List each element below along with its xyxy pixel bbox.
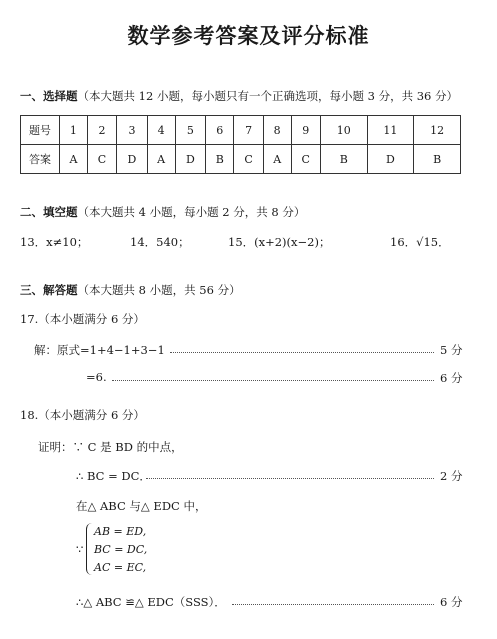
section-3-note: （本大题共 8 小题，共 56 分） <box>77 283 241 297</box>
answer-cell: C <box>291 145 320 174</box>
q17-step-2: =6. <box>86 370 107 384</box>
q18-proof-intro: 证明：∵ C 是 BD 的中点， <box>38 440 183 454</box>
q18-conclusion: ∴△ ABC ≌△ EDC（SSS）． <box>76 595 226 609</box>
question-number: 5 <box>175 116 206 145</box>
answer-cell: B <box>320 145 367 174</box>
question-number: 8 <box>263 116 291 145</box>
leader-dots <box>232 604 434 605</box>
system-eq-2: BC = DC, <box>94 543 148 556</box>
answer-cell: A <box>60 145 88 174</box>
answer-cell: A <box>147 145 175 174</box>
fill-answer-15: 15．(x+2)(x−2)； <box>228 235 331 249</box>
q18-step-2: 在△ ABC 与△ EDC 中， <box>76 499 207 513</box>
section-1-note: （本大题共 12 小题，每小题只有一个正确选项，每小题 3 分，共 36 分） <box>77 89 459 103</box>
question-number: 2 <box>87 116 116 145</box>
because-symbol: ∵ <box>76 542 84 556</box>
answer-cell: C <box>87 145 116 174</box>
answer-cell: B <box>414 145 461 174</box>
question-number: 6 <box>206 116 234 145</box>
answer-cell: D <box>175 145 206 174</box>
row-label-number: 题号 <box>21 116 60 145</box>
question-number: 9 <box>291 116 320 145</box>
answer-cell: C <box>234 145 263 174</box>
q17-score-1: 5 分 <box>440 343 463 357</box>
section-2-note: （本大题共 4 小题，每小题 2 分，共 8 分） <box>77 205 306 219</box>
question-number: 7 <box>234 116 263 145</box>
fill-answer-14: 14．540； <box>130 235 190 249</box>
row-label-answer: 答案 <box>21 145 60 174</box>
answer-cell: D <box>117 145 148 174</box>
section-2-heading <box>20 204 305 220</box>
system-eq-1: AB = ED, <box>94 525 147 538</box>
question-number: 3 <box>117 116 148 145</box>
answer-cell: B <box>206 145 234 174</box>
question-number: 10 <box>320 116 367 145</box>
q18-step-1: ∴ BC = DC． <box>76 469 151 483</box>
q17-header: 17.（本小题满分 6 分） <box>20 312 145 326</box>
section-3-heading <box>20 282 241 298</box>
number-row <box>21 116 461 145</box>
answer-row <box>21 145 461 174</box>
q17-score-2: 6 分 <box>440 371 463 385</box>
leader-dots <box>112 380 434 381</box>
q18-score-1: 2 分 <box>440 469 463 483</box>
fill-answer-13: 13．x≠10； <box>20 235 89 249</box>
section-2-title: 二、填空题 <box>20 205 78 219</box>
question-number: 11 <box>367 116 414 145</box>
section-3-title: 三、解答题 <box>20 283 78 297</box>
q18-header: 18.（本小题满分 6 分） <box>20 408 145 422</box>
page-title: 数学参考答案及评分标准 <box>127 23 370 48</box>
answer-cell: D <box>367 145 414 174</box>
fill-answer-16: 16．√15． <box>390 235 450 249</box>
leader-dots <box>146 478 434 479</box>
question-number: 12 <box>414 116 461 145</box>
q17-step-1: 解：原式=1+4−1+3−1 <box>34 343 165 357</box>
system-eq-3: AC = EC, <box>94 561 147 574</box>
section-1-title: 一、选择题 <box>20 89 78 103</box>
leader-dots <box>170 352 434 353</box>
question-number: 1 <box>60 116 88 145</box>
answer-cell: A <box>263 145 291 174</box>
answer-table <box>20 115 461 174</box>
question-number: 4 <box>147 116 175 145</box>
q18-score-3: 6 分 <box>440 595 463 609</box>
section-1-heading <box>20 88 458 104</box>
